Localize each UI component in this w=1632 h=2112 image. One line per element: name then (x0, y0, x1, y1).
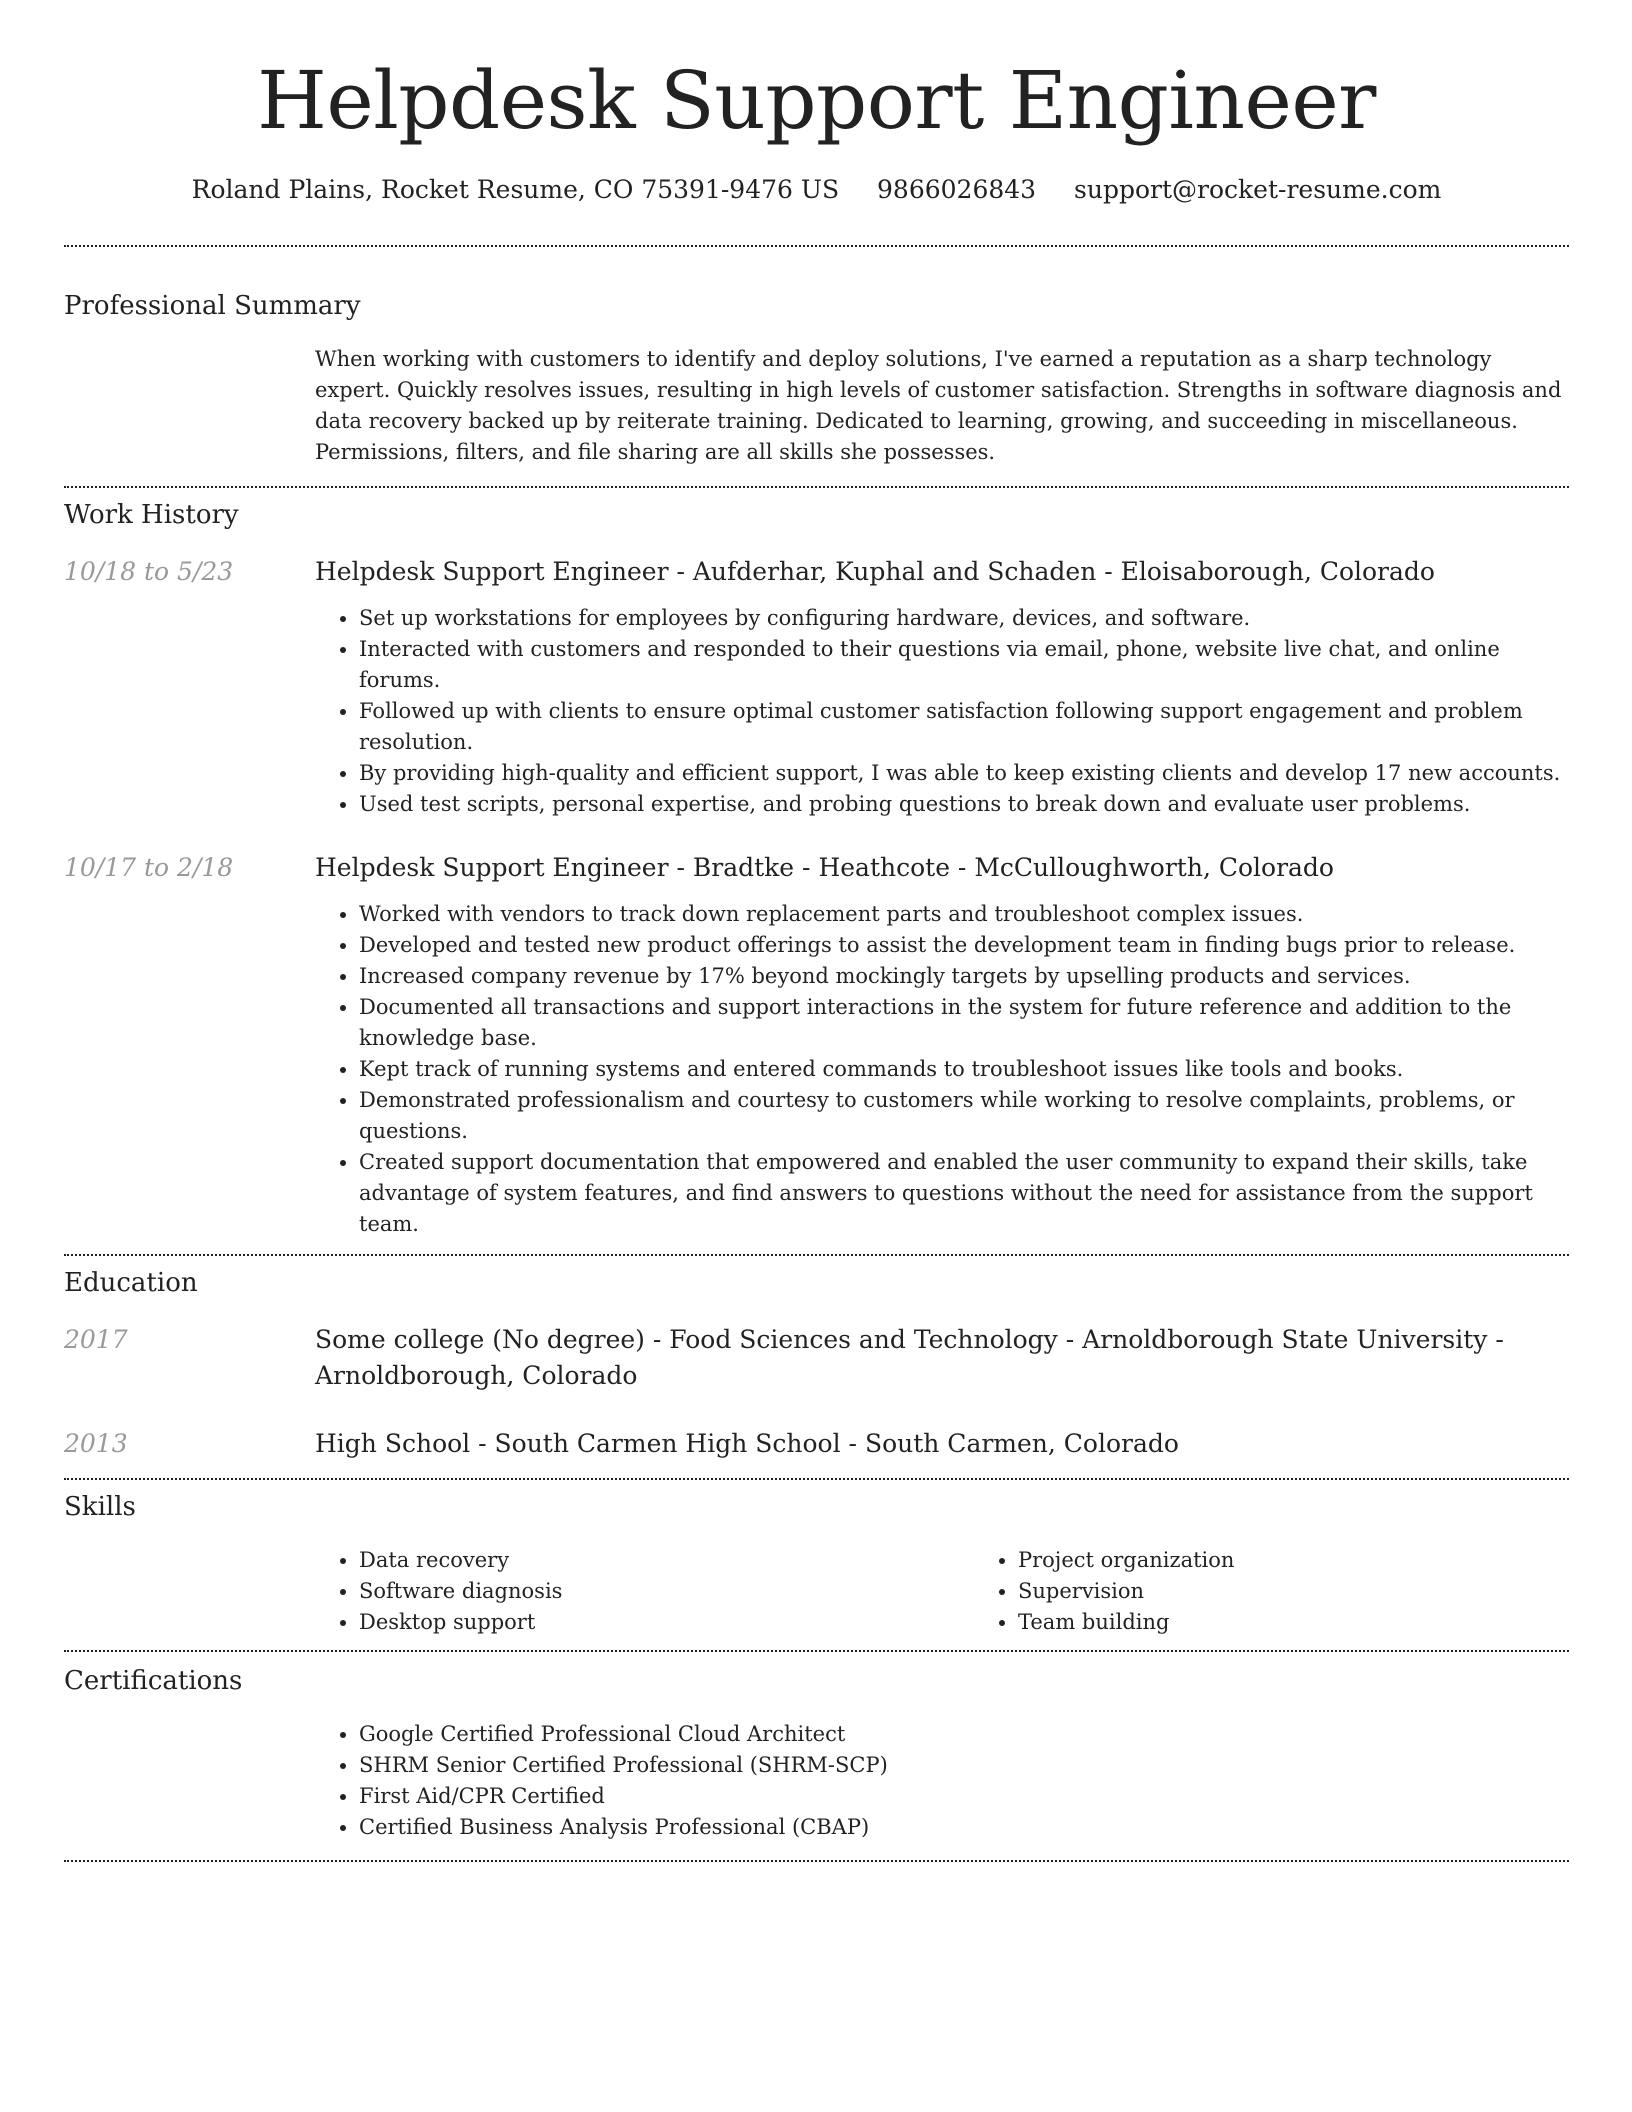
education-section (64, 1266, 1569, 1462)
skill-item: • Software diagnosis (359, 1576, 974, 1607)
job-bullets (315, 603, 1569, 820)
certifications-section (64, 1664, 1569, 1843)
list-item: • Set up workstations for employees by configuring hardware, devices, and software. (359, 603, 1569, 634)
section-divider (64, 1650, 1569, 1652)
skill-item: • Team building (1018, 1607, 1632, 1638)
skill-item: • Data recovery (359, 1545, 974, 1576)
certifications-list (315, 1719, 1569, 1843)
skill-item: • Supervision (1018, 1576, 1632, 1607)
education-entry (64, 1426, 1569, 1462)
section-divider (64, 1478, 1569, 1480)
certification-item: • SHRM Senior Certified Professional (SHRM-SCP) (359, 1750, 1569, 1781)
list-item: • Kept track of running systems and entered commands to troubleshoot issues like tools and books. (359, 1054, 1569, 1085)
contact-address: Roland Plains, Rocket Resume, CO 75391-9476 US (191, 175, 840, 204)
certifications-title: Certifications (64, 1666, 243, 1696)
job-dates: 10/18 to 5/23 (64, 557, 234, 586)
summary-section (64, 289, 1569, 468)
work-title: Work History (64, 500, 239, 530)
list-item: • Used test scripts, personal expertise, and probing questions to break down and evaluate user problems. (359, 789, 1569, 820)
candidate-name: Helpdesk Support Engineer (257, 54, 1376, 147)
list-item: • By providing high-quality and efficient support, I was able to keep existing clients and develop 17 new accounts. (359, 758, 1569, 789)
list-item: • Created support documentation that empowered and enabled the user community to expand their skills, take advantage of system features, and find answers to questions without the need for assistance from the support team. (359, 1147, 1569, 1240)
education-heading: High School - South Carmen High School - South Carmen, Colorado (315, 1429, 1179, 1458)
education-entry (64, 1322, 1569, 1394)
job-heading: Helpdesk Support Engineer - Bradtke - Heathcote - McCulloughworth, Colorado (315, 853, 1334, 882)
resume-page (64, 0, 1569, 1862)
resume-header (64, 52, 1569, 206)
section-divider (64, 1860, 1569, 1862)
list-item: • Interacted with customers and responded to their questions via email, phone, website live chat, and online forums. (359, 634, 1569, 696)
job-entry (64, 554, 1569, 820)
education-title: Education (64, 1268, 198, 1298)
certification-item: • Certified Business Analysis Professional (CBAP) (359, 1812, 1569, 1843)
section-divider (64, 1254, 1569, 1256)
contact-email: support@rocket-resume.com (1074, 175, 1442, 204)
list-item: • Demonstrated professionalism and courtesy to customers while working to resolve complaints, problems, or questions. (359, 1085, 1569, 1147)
job-heading: Helpdesk Support Engineer - Aufderhar, Kuphal and Schaden - Eloisaborough, Colorado (315, 557, 1435, 586)
contact-phone: 9866026843 (877, 175, 1037, 204)
skill-item: • Project organization (1018, 1545, 1632, 1576)
summary-text: When working with customers to identify and deploy solutions, I've earned a reputation as a sharp technology expert. Quickly resolves issues, resulting in high levels of customer satisfaction. Strengths in software diagnosis and data recovery backed up by reiterate training. Dedicated to learning, growing, and succeeding in miscellaneous. Permissions, filters, and file sharing are all skills she possesses. (315, 347, 1562, 464)
summary-title: Professional Summary (64, 291, 361, 321)
education-year: 2013 (64, 1429, 128, 1458)
list-item: • Documented all transactions and support interactions in the system for future reference and addition to the knowledge base. (359, 992, 1569, 1054)
skill-item: • Desktop support (359, 1607, 974, 1638)
list-item: • Followed up with clients to ensure optimal customer satisfaction following support engagement and problem resolution. (359, 696, 1569, 758)
work-section (64, 498, 1569, 1240)
section-divider (64, 245, 1569, 247)
certification-item: • First Aid/CPR Certified (359, 1781, 1569, 1812)
certification-item: • Google Certified Professional Cloud Architect (359, 1719, 1569, 1750)
education-heading: Some college (No degree) - Food Sciences and Technology - Arnoldborough State University - Arnoldborough, Colorado (315, 1325, 1504, 1390)
skills-list-left (315, 1545, 974, 1638)
skills-list-right (974, 1545, 1632, 1638)
job-dates: 10/17 to 2/18 (64, 853, 234, 882)
skills-grid (315, 1545, 1632, 1638)
list-item: • Increased company revenue by 17% beyond mockingly targets by upselling products and services. (359, 961, 1569, 992)
contact-line (64, 174, 1569, 206)
job-entry (64, 850, 1569, 1240)
list-item: • Worked with vendors to track down replacement parts and troubleshoot complex issues. (359, 899, 1569, 930)
list-item: • Developed and tested new product offerings to assist the development team in finding bugs prior to release. (359, 930, 1569, 961)
job-bullets (315, 899, 1569, 1240)
skills-title: Skills (64, 1492, 136, 1522)
education-year: 2017 (64, 1325, 128, 1354)
section-divider (64, 486, 1569, 488)
skills-section (64, 1490, 1569, 1638)
